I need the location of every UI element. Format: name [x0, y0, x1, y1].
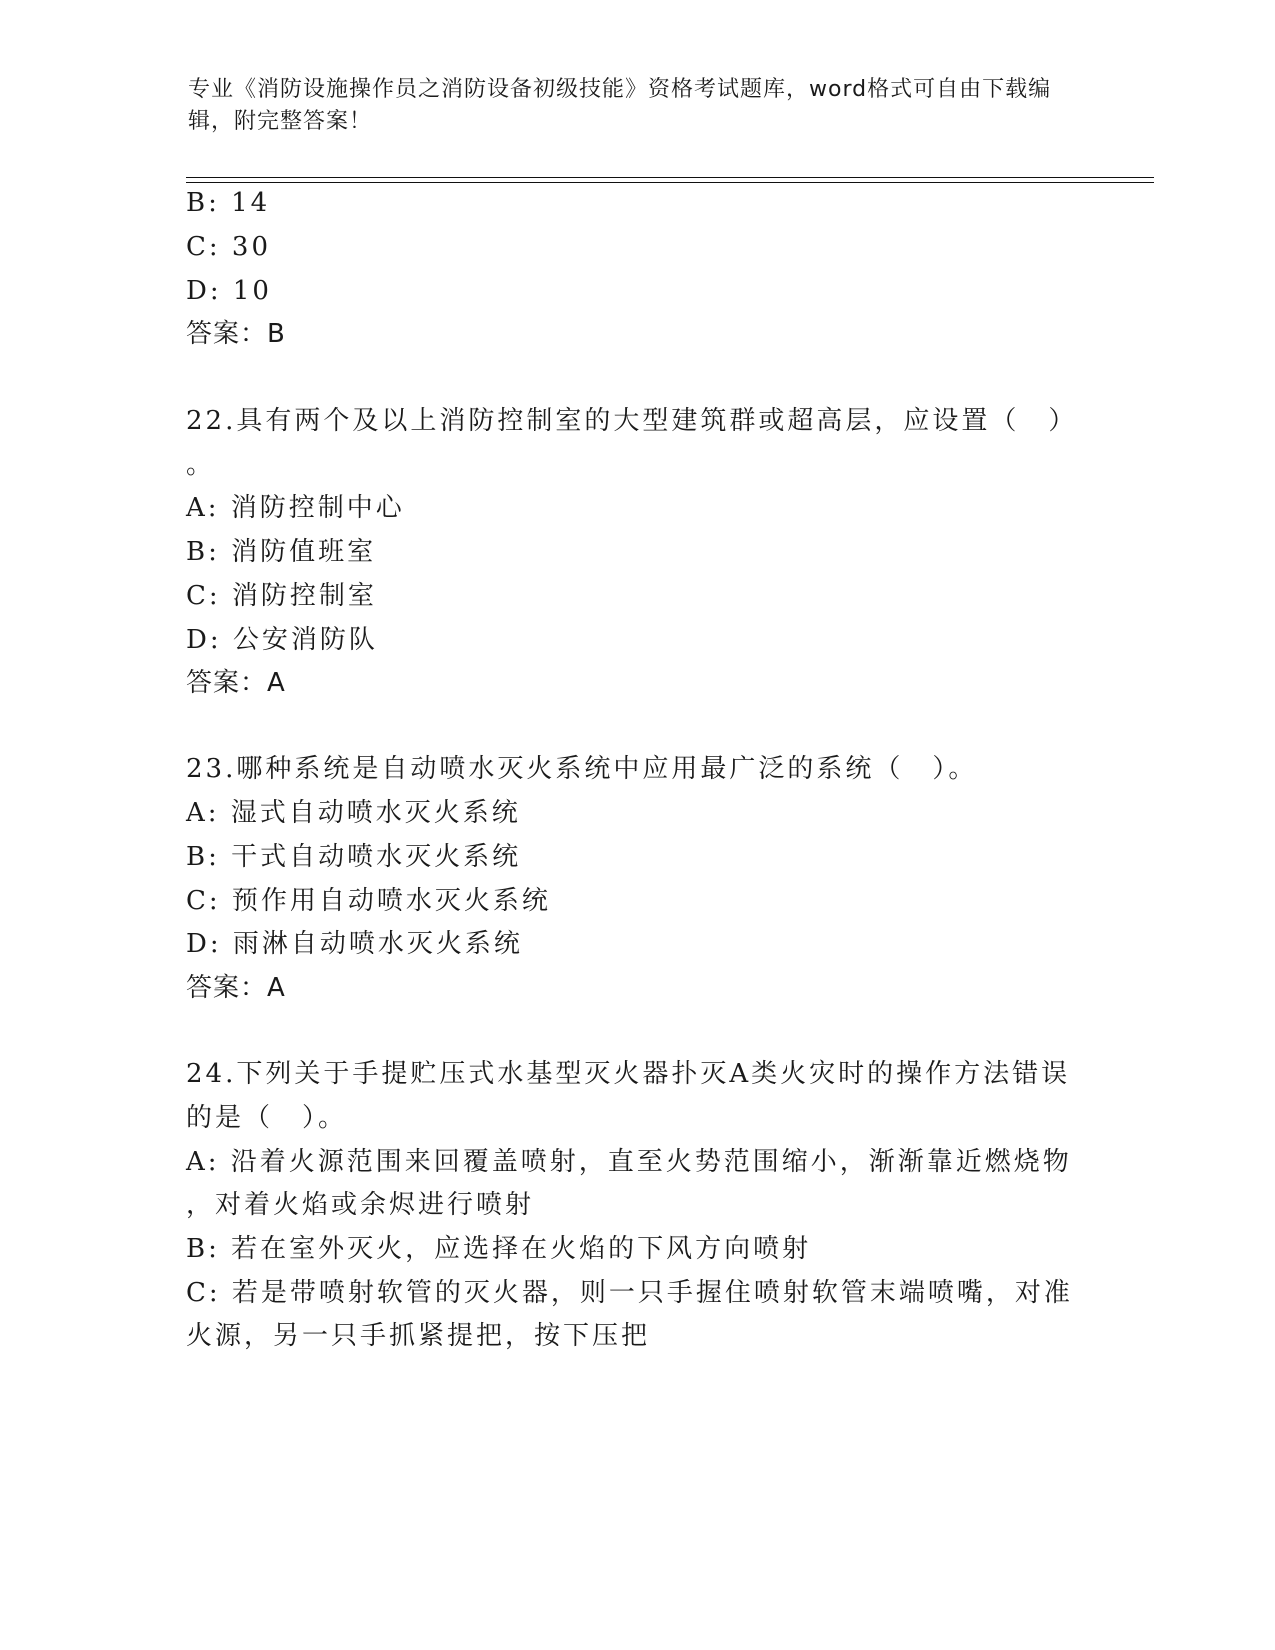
q24-stem-line1: 24.下列关于手提贮压式水基型灭火器扑灭A类火灾时的操作方法错误 — [186, 1059, 1071, 1089]
q24-option-b: B: 若在室外灭火，应选择在火焰的下风方向喷射 — [186, 1234, 812, 1264]
q22-option-c: C: 消防控制室 — [186, 581, 377, 611]
q24-option-a-line1: A: 沿着火源范围来回覆盖喷射，直至火势范围缩小，渐渐靠近燃烧物 — [186, 1147, 1072, 1177]
q24-option-c-line1: C: 若是带喷射软管的灭火器，则一只手握住喷射软管末端喷嘴，对准 — [186, 1278, 1073, 1308]
q21-answer: 答案：B — [186, 319, 286, 349]
q23-option-c: C: 预作用自动喷水灭火系统 — [186, 886, 551, 916]
q22-answer: 答案：A — [186, 668, 286, 698]
q22-stem-line1: 22.具有两个及以上消防控制室的大型建筑群或超高层，应设置（ ） — [186, 406, 1078, 436]
q23-answer: 答案：A — [186, 973, 286, 1003]
q24-stem-line2: 的是（ ）。 — [186, 1103, 348, 1133]
q22-option-a: A: 消防控制中心 — [186, 493, 405, 523]
q23-option-a: A: 湿式自动喷水灭火系统 — [186, 798, 521, 828]
q23-option-d: D: 雨淋自动喷水灭火系统 — [186, 929, 523, 959]
q23-stem-line1: 23.哪种系统是自动喷水灭火系统中应用最广泛的系统（ ）。 — [186, 754, 978, 784]
q21-option-d: D: 10 — [186, 276, 272, 306]
q24-option-a-line2: ，对着火焰或余烬进行喷射 — [186, 1190, 535, 1220]
q22-option-d: D: 公安消防队 — [186, 625, 378, 655]
q23-option-b: B: 干式自动喷水灭火系统 — [186, 842, 522, 872]
q21-option-c: C: 30 — [186, 232, 272, 262]
header-divider-top — [186, 177, 1154, 178]
q24-option-c-line2: 火源，另一只手抓紧提把，按下压把 — [186, 1321, 651, 1351]
q21-option-b: B: 14 — [186, 188, 271, 218]
header-divider-bottom — [186, 182, 1154, 183]
q22-stem-line2: 。 — [186, 450, 216, 480]
document-header: 专业《消防设施操作员之消防设备初级技能》资格考试题库，word格式可自由下载编辑，附完整答案！ — [188, 77, 1052, 134]
q22-option-b: B: 消防值班室 — [186, 537, 377, 567]
